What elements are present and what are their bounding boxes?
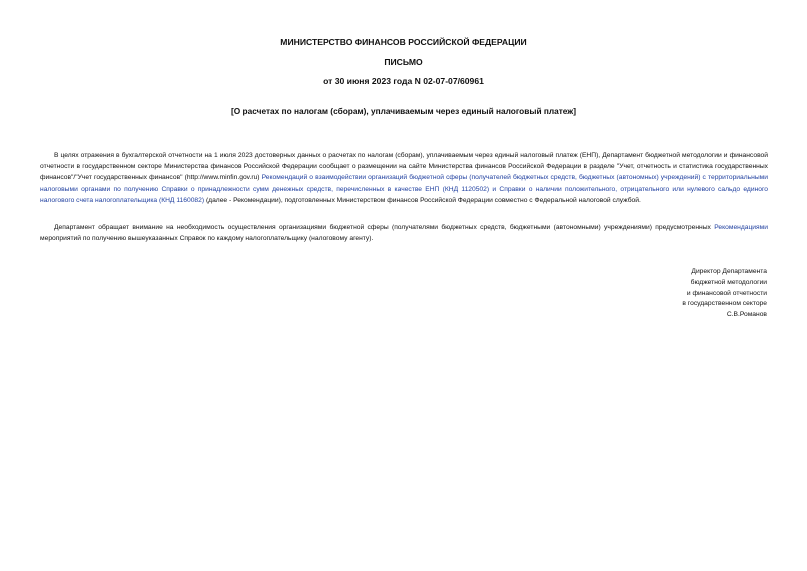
signatory-title-line-1: Директор Департамента xyxy=(691,268,767,275)
recommendations-short-link[interactable]: Рекомендациями xyxy=(714,223,768,231)
signature-block xyxy=(547,267,767,321)
signatory-title-line-3: и финансовой отчетности xyxy=(686,289,767,297)
signatory-name: С.В.Романов xyxy=(726,311,767,319)
paragraph-2-text-end: мероприятий по получению вышеуказанных Справок по каждому налогоплательщику (налоговому агенту). xyxy=(40,234,374,242)
signatory-title-line-2: бюджетной методологии xyxy=(690,278,767,286)
recommendations-link[interactable]: Рекомендаций о взаимодействии организаций бюджетной сферы (получателей бюджетных средств, бюджетных (автономных) учреждений) с территориальными налоговыми органами по получению Справки о принадлежности сумм денежных средств, перечисленных в качестве ЕНП (КНД 1120502) и Справки о наличии положительного, отрицательного или нулевого сальдо единого налогового счета налогоплательщика (КНД 1160082) xyxy=(40,174,768,204)
document-date-number: от 30 июня 2023 года N 02-07-07/60961 xyxy=(323,76,484,86)
ministry-heading: МИНИСТЕРСТВО ФИНАНСОВ РОССИЙСКОЙ ФЕДЕРАЦИИ xyxy=(280,37,527,47)
signatory-title-line-4: в государственном секторе xyxy=(682,300,767,308)
paragraph-2-text-start: Департамент обращает внимание на необходимость осуществления организациями бюджетной сферы (получателями бюджетных средств, бюджетными (автономными) учреждениями) предусмотренных xyxy=(54,223,715,231)
document-subject: [О расчетах по налогам (сборам), уплачиваемым через единый налоговый платеж] xyxy=(231,106,576,116)
paragraph-1-text-start: В целях отражения в бухгалтерской отчетности на 1 июля 2023 достоверных данных о расчетах по налогам (сборам), уплачиваемым через единый налоговый платеж (ЕНП), Департамент бюджетной методологии и финансовой отчетности в государственном секторе Министерства финансов Российской Федерации сообщает о размещении на сайте Министерства финансов Российской Федерации в разделе "Учет, отчетность и статистика государственных финансов"/"Учет государственных финансов" (http://www.minfin.gov.ru) xyxy=(40,151,768,182)
body-paragraph-2 xyxy=(40,222,768,245)
paragraph-1-text-end: (далее - Рекомендации), подготовленных Министерством финансов Российской Федерации совместно с Федеральной налоговой службой. xyxy=(204,196,641,204)
document-type: ПИСЬМО xyxy=(384,57,423,67)
body-paragraph-1 xyxy=(40,150,768,206)
